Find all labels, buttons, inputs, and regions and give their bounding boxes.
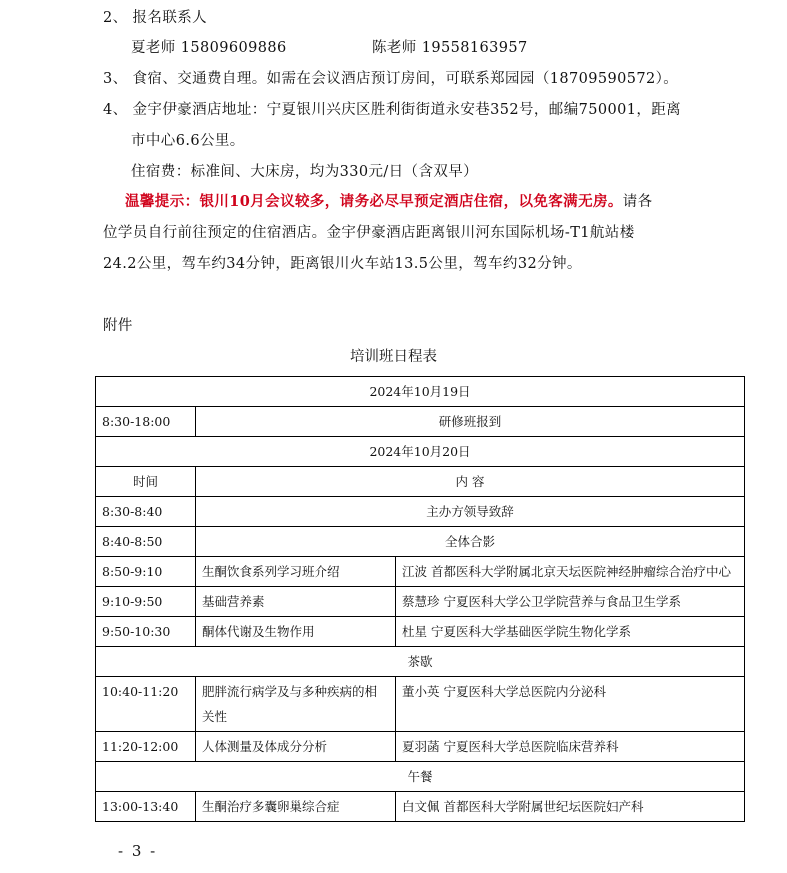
time-cell: 11:20-12:00 — [96, 732, 196, 762]
day-heading: 2024年10月19日 — [96, 377, 745, 407]
topic-cell: 酮体代谢及生物作用 — [196, 617, 396, 647]
table-row — [96, 557, 745, 587]
schedule-table — [95, 376, 745, 822]
speaker-cell: 白文佩 首都医科大学附属世纪坛医院妇产科 — [396, 792, 745, 822]
table-row — [96, 792, 745, 822]
tip-warning: 温馨提示：银川10月会议较多，请务必尽早预定酒店住宿，以免客满无房。 — [125, 193, 623, 210]
table-row — [96, 497, 745, 527]
lunch-row: 午餐 — [96, 762, 745, 792]
content-cell: 全体合影 — [196, 527, 745, 557]
section-2-title: 2、 报名联系人 — [103, 10, 208, 26]
contact-chen: 陈老师 19558163957 — [372, 40, 528, 56]
time-cell: 8:50-9:10 — [96, 557, 196, 587]
tip-line1 — [125, 190, 653, 211]
content-cell: 研修班报到 — [196, 407, 745, 437]
speaker-cell: 蔡慧珍 宁夏医科大学公卫学院营养与食品卫生学系 — [396, 587, 745, 617]
table-row — [96, 617, 745, 647]
topic-cell: 生酮治疗多囊卵巢综合症 — [196, 792, 396, 822]
speaker-cell: 杜星 宁夏医科大学基础医学院生物化学系 — [396, 617, 745, 647]
contact-xia: 夏老师 15809609886 — [131, 40, 287, 56]
table-row — [96, 732, 745, 762]
table-row — [96, 647, 745, 677]
speaker-cell: 江波 首都医科大学附属北京天坛医院神经肿瘤综合治疗中心 — [396, 557, 745, 587]
section-3: 3、 食宿、交通费自理。如需在会议酒店预订房间，可联系郑园园（18709590572）。 — [103, 71, 679, 87]
table-row — [96, 527, 745, 557]
tip-line3: 24.2公里，驾车约34分钟，距离银川火车站13.5公里，驾车约32分钟。 — [103, 256, 582, 272]
tip-continue: 请各 — [622, 194, 653, 210]
day-heading: 2024年10月20日 — [96, 437, 745, 467]
topic-cell: 人体测量及体成分分析 — [196, 732, 396, 762]
accommodation-fee: 住宿费：标准间、大床房，均为330元/日（含双早） — [131, 164, 479, 180]
time-cell: 8:30-8:40 — [96, 497, 196, 527]
time-cell: 9:10-9:50 — [96, 587, 196, 617]
time-cell: 9:50-10:30 — [96, 617, 196, 647]
break-row: 茶歇 — [96, 647, 745, 677]
time-cell: 8:40-8:50 — [96, 527, 196, 557]
header-content: 内 容 — [196, 467, 745, 497]
table-row — [96, 677, 745, 732]
time-cell: 8:30-18:00 — [96, 407, 196, 437]
header-time: 时间 — [96, 467, 196, 497]
table-title: 培训班日程表 — [350, 349, 437, 365]
time-cell: 10:40-11:20 — [96, 677, 196, 732]
section-4-line1: 4、 金宇伊豪酒店地址：宁夏银川兴庆区胜利街街道永安巷352号，邮编750001，距离 — [103, 102, 682, 118]
speaker-cell: 夏羽菡 宁夏医科大学总医院临床营养科 — [396, 732, 745, 762]
tip-line2: 位学员自行前往预定的住宿酒店。金宇伊豪酒店距离银川河东国际机场-T1航站楼 — [103, 225, 635, 241]
table-row — [96, 377, 745, 407]
table-row — [96, 437, 745, 467]
section-4-line2: 市中心6.6公里。 — [131, 133, 245, 149]
time-cell: 13:00-13:40 — [96, 792, 196, 822]
topic-cell: 肥胖流行病学及与多种疾病的相关性 — [196, 677, 396, 732]
content-cell: 主办方领导致辞 — [196, 497, 745, 527]
topic-cell: 基础营养素 — [196, 587, 396, 617]
page-number: - 3 - — [118, 842, 158, 860]
topic-cell: 生酮饮食系列学习班介绍 — [196, 557, 396, 587]
table-row — [96, 407, 745, 437]
table-row — [96, 467, 745, 497]
speaker-cell: 董小英 宁夏医科大学总医院内分泌科 — [396, 677, 745, 732]
table-row — [96, 762, 745, 792]
attachment-label: 附件 — [103, 318, 133, 334]
table-row — [96, 587, 745, 617]
